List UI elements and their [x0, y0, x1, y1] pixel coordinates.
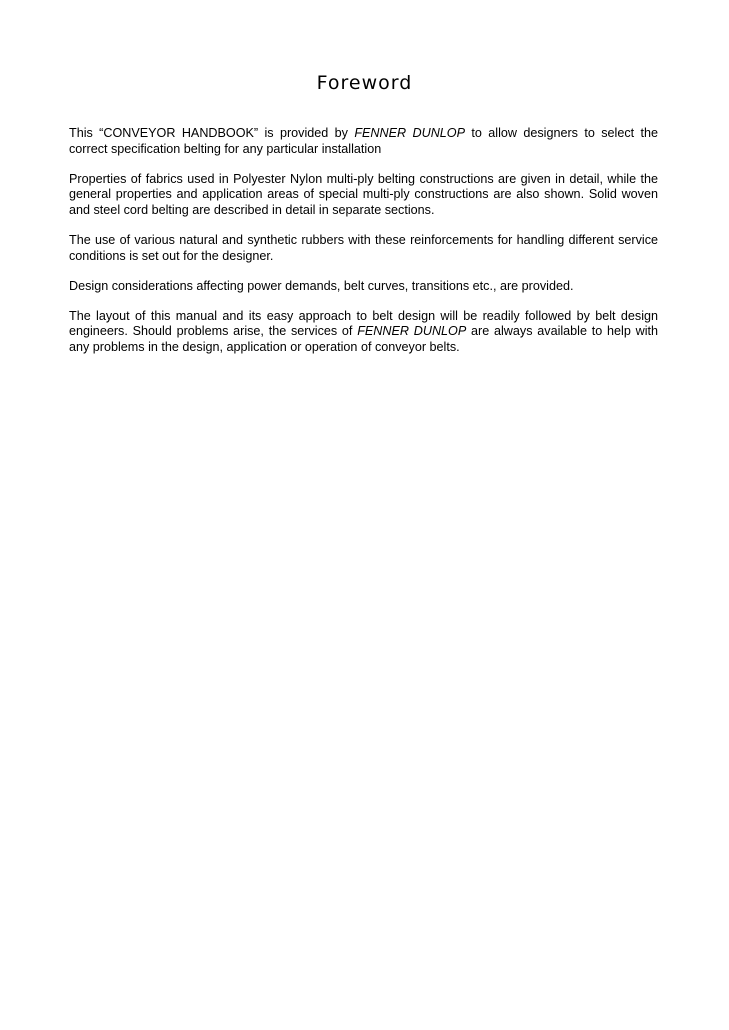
intro-text-end: to allow designers to select the correct specification belting for any particular installation	[69, 126, 659, 156]
layout-text-start: The layout of this manual and its easy approach to belt design will be readily followed by belt design engineers. Should problems arise, the services of	[69, 308, 658, 339]
paragraph-fabrics: Properties of fabrics used in Polyester Nylon multi-ply belting constructions are given in detail, while the general properties and application areas of special multi-ply constructions are also shown. Solid woven and steel cord belting are described in detail in separate sections.	[69, 171, 658, 217]
intro-text-start: This “CONVEYOR HANDBOOK” is provided by	[69, 126, 355, 140]
company-name: FENNER DUNLOP	[354, 126, 465, 140]
page-title: Foreword	[316, 72, 413, 94]
paragraph-design-considerations: Design considerations affecting power demands, belt curves, transitions etc., are provided.	[69, 278, 574, 293]
paragraph-layout	[69, 309, 658, 356]
foreword-body	[69, 126, 658, 370]
paragraph-rubbers: The use of various natural and synthetic rubbers with these reinforcements for handling different service conditions is set out for the designer.	[69, 232, 658, 263]
layout-text-end: are always available to help with any problems in the design, application or operation of conveyor belts.	[69, 324, 659, 354]
paragraph-intro	[69, 126, 658, 157]
company-name: FENNER DUNLOP	[357, 324, 467, 339]
